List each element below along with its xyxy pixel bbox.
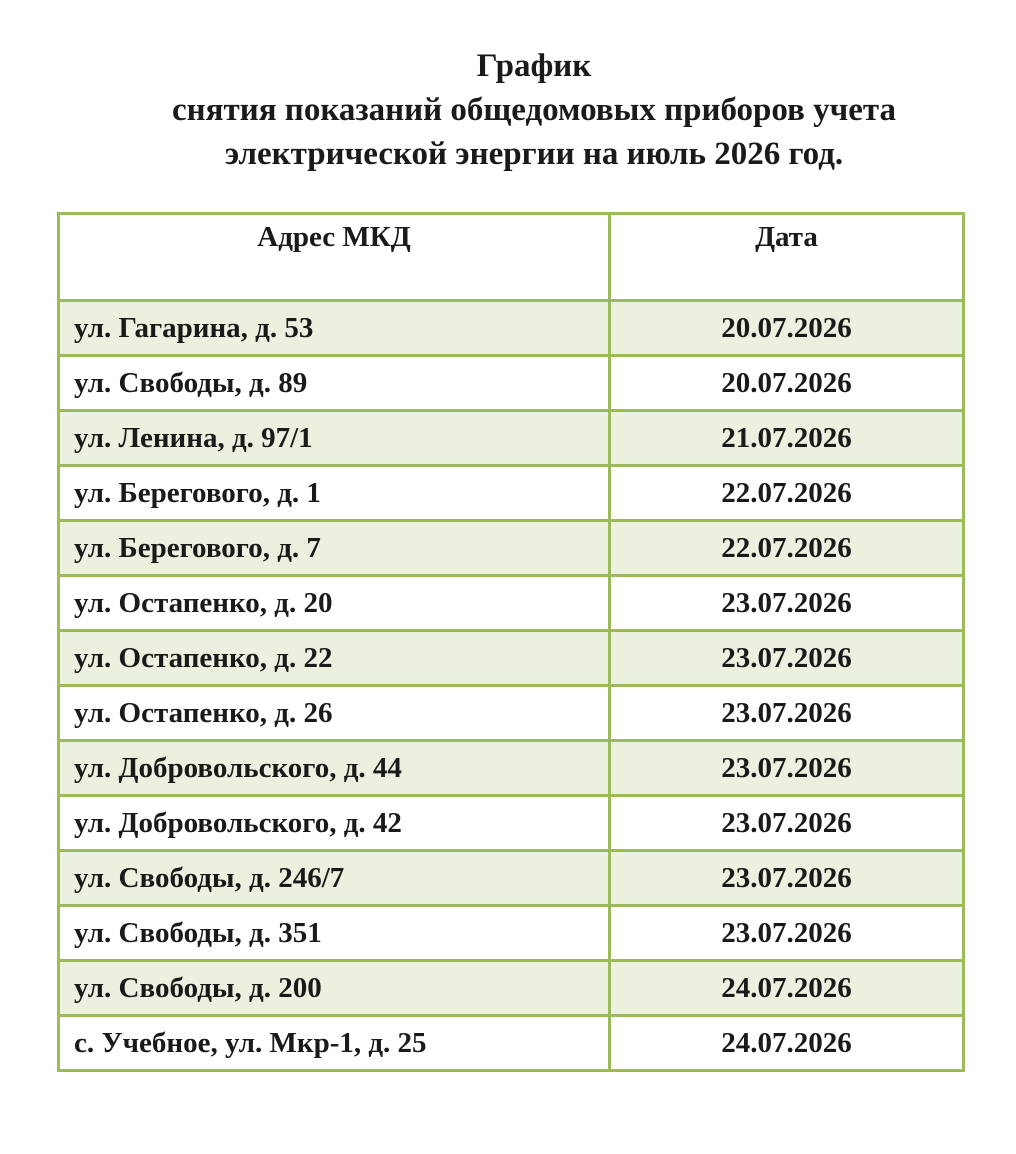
title-line-2: снятия показаний общедомовых приборов учета [171,92,897,128]
table-row [59,1016,964,1071]
address-cell: ул. Свободы, д. 200 [59,961,610,1016]
date-cell: 23.07.2026 [610,796,964,851]
address-cell: ул. Ленина, д. 97/1 [59,411,610,466]
address-cell: ул. Свободы, д. 89 [59,356,610,411]
table-row [59,411,964,466]
date-cell: 22.07.2026 [610,466,964,521]
table-row [59,961,964,1016]
title-line-3: электрической энергии на июль 2026 год. [224,136,844,172]
address-cell: ул. Свободы, д. 246/7 [59,851,610,906]
table-row [59,576,964,631]
address-cell: ул. Берегового, д. 7 [59,521,610,576]
title-line-1: График [476,48,592,84]
address-cell: ул. Остапенко, д. 20 [59,576,610,631]
date-cell: 24.07.2026 [610,1016,964,1071]
table-row [59,466,964,521]
address-cell: с. Учебное, ул. Мкр-1, д. 25 [59,1016,610,1071]
address-cell: ул. Берегового, д. 1 [59,466,610,521]
date-cell: 23.07.2026 [610,851,964,906]
table-row [59,631,964,686]
date-cell: 20.07.2026 [610,301,964,356]
date-cell: 23.07.2026 [610,906,964,961]
table-row [59,686,964,741]
address-cell: ул. Добровольского, д. 44 [59,741,610,796]
document-title [0,44,1016,176]
date-cell: 24.07.2026 [610,961,964,1016]
table-row [59,796,964,851]
address-cell: ул. Остапенко, д. 26 [59,686,610,741]
table-row [59,741,964,796]
date-cell: 22.07.2026 [610,521,964,576]
address-cell: ул. Гагарина, д. 53 [59,301,610,356]
table-row [59,521,964,576]
table-row [59,356,964,411]
address-cell: ул. Остапенко, д. 22 [59,631,610,686]
table-row [59,301,964,356]
date-cell: 21.07.2026 [610,411,964,466]
date-cell: 23.07.2026 [610,631,964,686]
schedule-table [57,212,965,1072]
table-header-row [59,214,964,301]
date-cell: 23.07.2026 [610,686,964,741]
date-cell: 23.07.2026 [610,741,964,796]
address-cell: ул. Свободы, д. 351 [59,906,610,961]
table-row [59,851,964,906]
date-cell: 23.07.2026 [610,576,964,631]
header-address: Адрес МКД [59,214,610,301]
date-cell: 20.07.2026 [610,356,964,411]
address-cell: ул. Добровольского, д. 42 [59,796,610,851]
table-row [59,906,964,961]
header-date: Дата [610,214,964,301]
